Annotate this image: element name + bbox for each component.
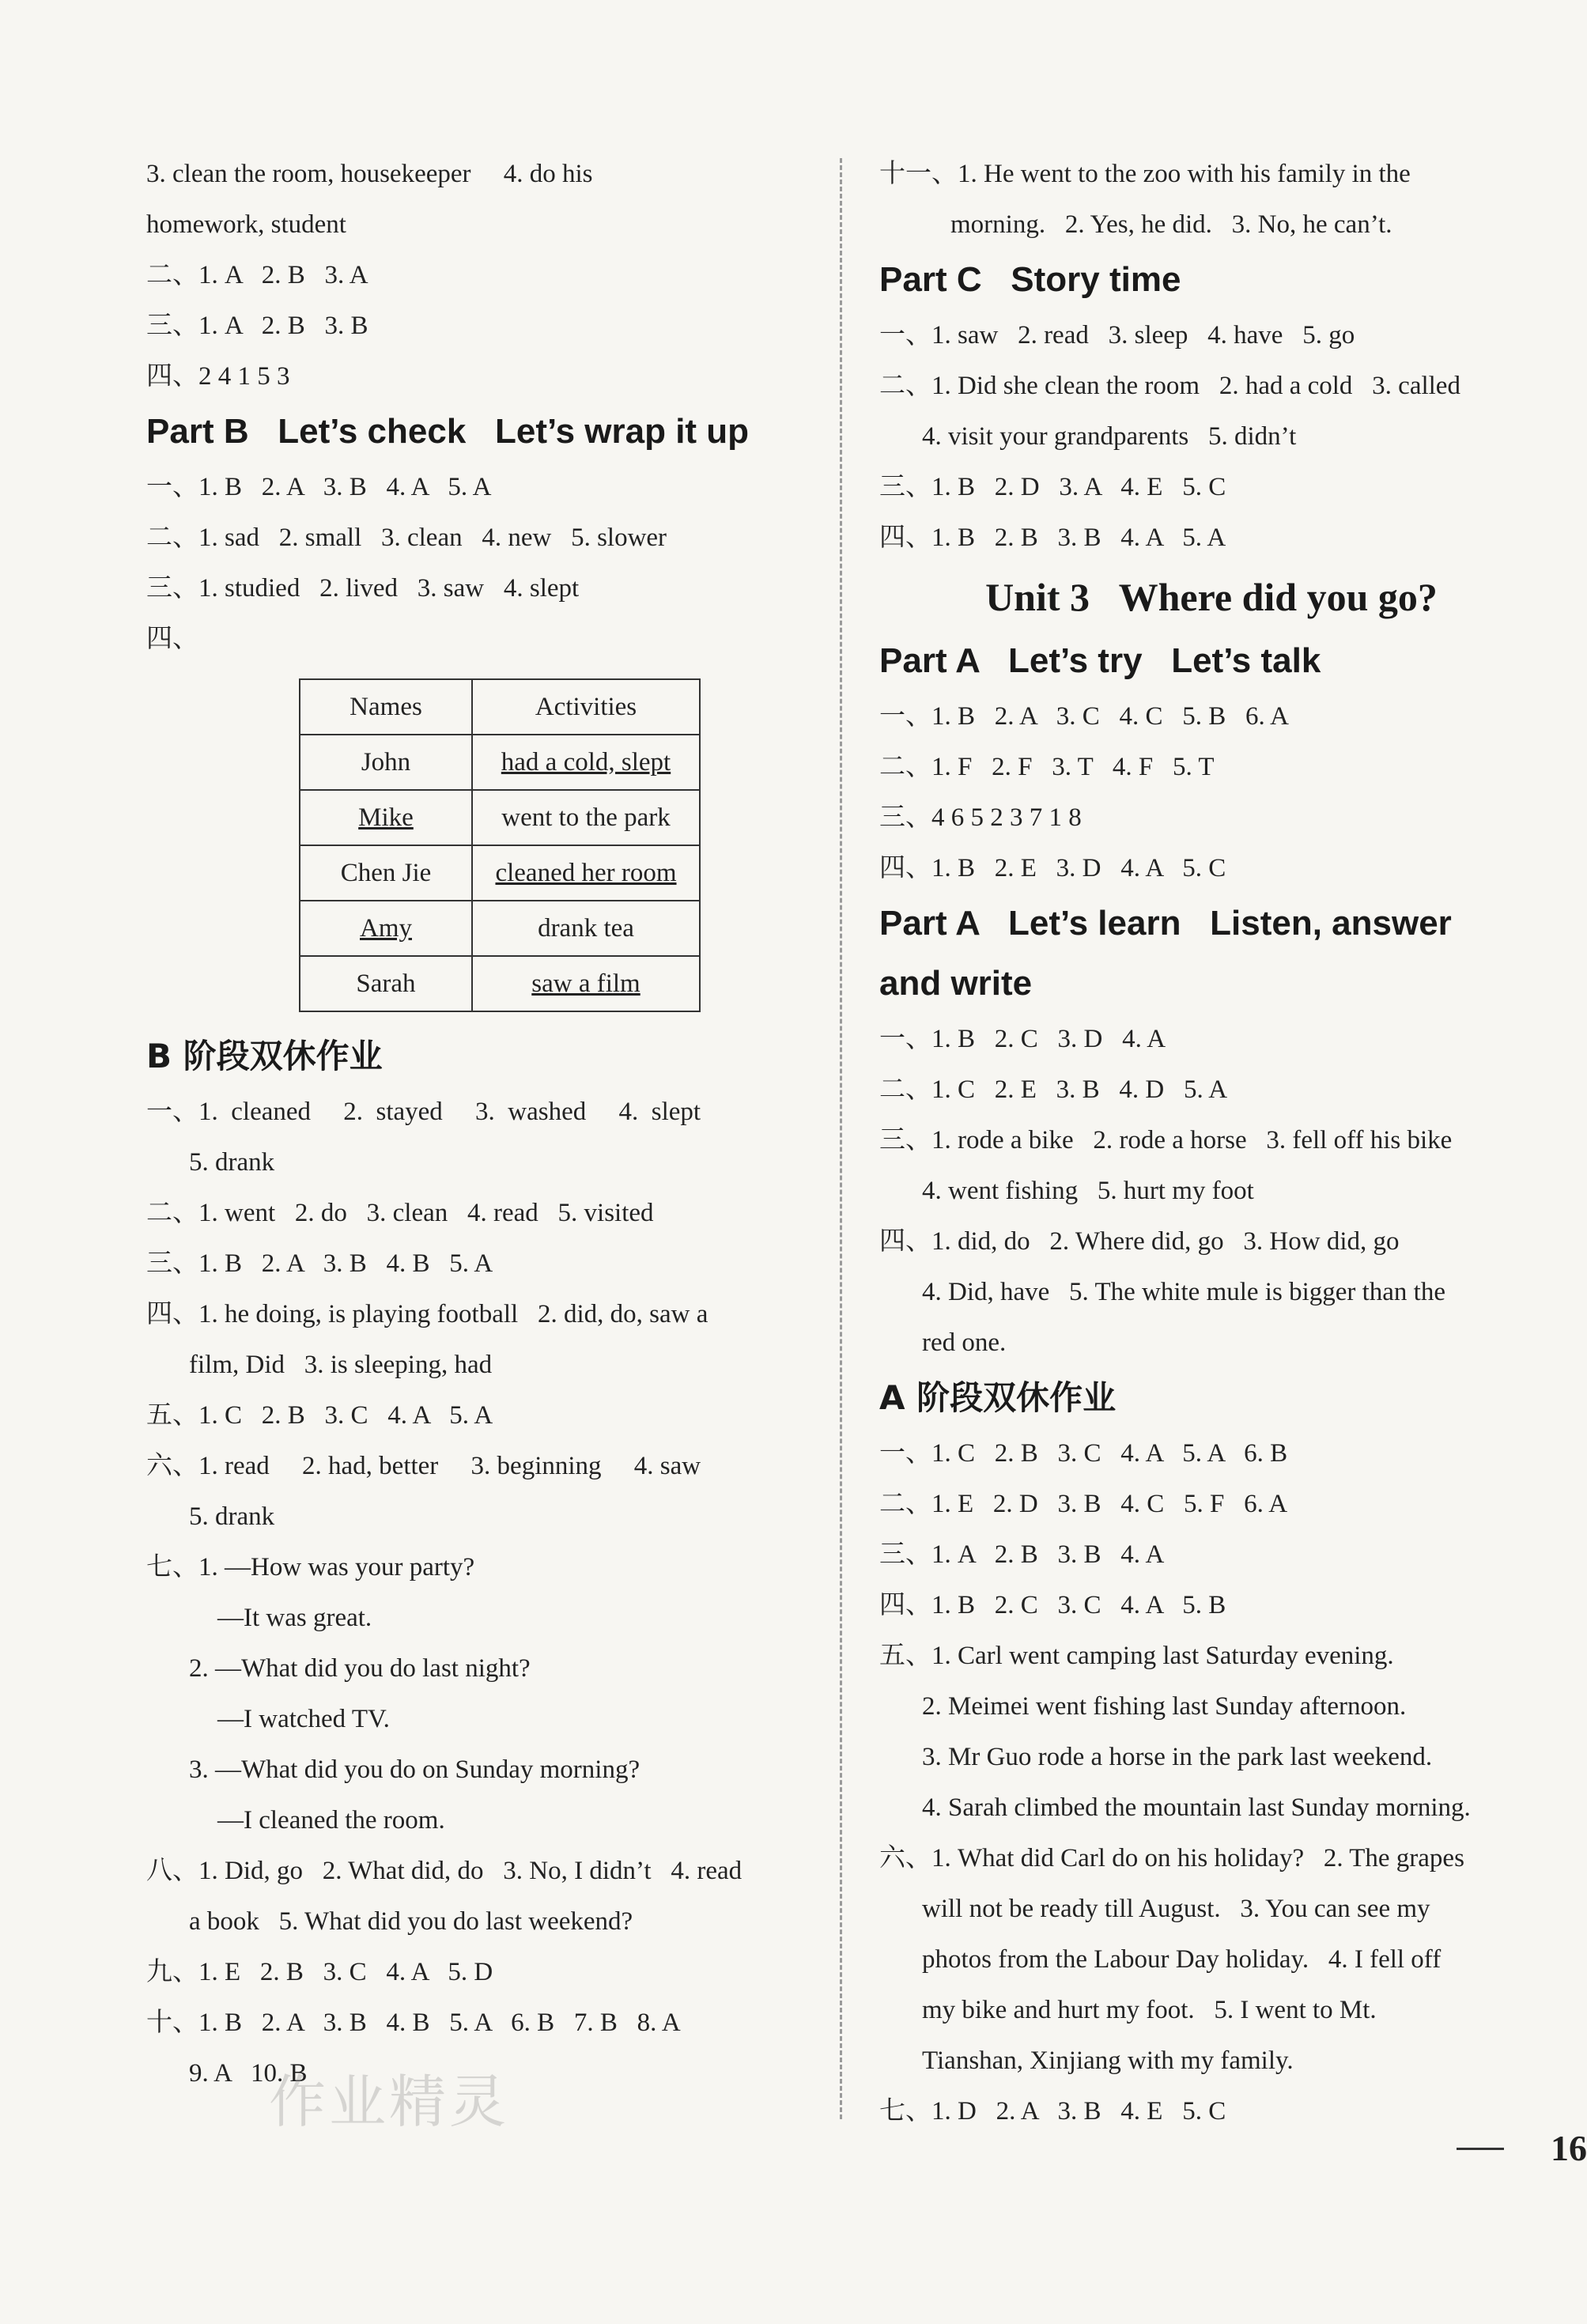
section-header-part-b: Part B Let’s check Let’s wrap it up (146, 412, 750, 451)
activity-table (299, 678, 701, 1012)
table-row (300, 901, 700, 956)
answer-line: 三、1. A 2. B 3. B 4. A (879, 1540, 1165, 1569)
table-row (300, 956, 700, 1011)
section-header-part-a-learn: Part A Let’s learn Listen, answer (879, 904, 1452, 943)
table-cell-activity: drank tea (472, 901, 700, 956)
answer-line: Tianshan, Xinjiang with my family. (922, 2046, 1294, 2075)
table-cell-name: John (300, 735, 472, 790)
answer-line: 四、1. B 2. C 3. C 4. A 5. B (879, 1591, 1226, 1619)
table-cell-activity: had a cold, slept (472, 735, 700, 790)
answer-line: 5. drank (189, 1502, 275, 1531)
answer-line: 四、 (146, 625, 198, 653)
answer-line: 9. A 10. B (189, 2059, 308, 2088)
answer-line: 一、1. C 2. B 3. C 4. A 5. A 6. B (879, 1439, 1288, 1468)
answer-line: 五、1. C 2. B 3. C 4. A 5. A (146, 1401, 493, 1430)
answer-line: 四、2 4 1 5 3 (146, 362, 290, 391)
answer-line: my bike and hurt my foot. 5. I went to Mt. (922, 1996, 1377, 2024)
answer-line: 七、1. D 2. A 3. B 4. E 5. C (879, 2097, 1226, 2126)
answer-line: 一、1. B 2. A 3. B 4. A 5. A (146, 473, 492, 501)
answer-line: 二、1. Did she clean the room 2. had a cold 3. called (879, 372, 1460, 400)
answer-line: 三、1. A 2. B 3. B (146, 312, 368, 340)
answer-line: 3. —What did you do on Sunday morning? (189, 1755, 640, 1784)
answer-line: 二、1. A 2. B 3. A (146, 261, 368, 289)
answer-line: 十一、1. He went to the zoo with his family in the (879, 160, 1411, 188)
answer-line: 四、1. B 2. E 3. D 4. A 5. C (879, 854, 1226, 882)
answer-line: 一、1. B 2. A 3. C 4. C 5. B 6. A (879, 702, 1289, 731)
answer-line: 3. Mr Guo rode a horse in the park last weekend. (922, 1743, 1433, 1771)
table-row (300, 790, 700, 845)
left-column (146, 149, 811, 2099)
answer-line: 4. visit your grandparents 5. didn’t (922, 422, 1297, 451)
answer-line: 三、1. B 2. A 3. B 4. B 5. A (146, 1249, 493, 1278)
answer-line: 一、1. saw 2. read 3. sleep 4. have 5. go (879, 321, 1355, 350)
table-header-activities: Activities (472, 679, 700, 735)
answer-line: 十、1. B 2. A 3. B 4. B 5. A 6. B 7. B 8. A (146, 2008, 681, 2037)
answer-line: 八、1. Did, go 2. What did, do 3. No, I didn’t 4. read (146, 1857, 742, 1885)
answer-line: 四、1. did, do 2. Where did, go 3. How did, go (879, 1227, 1400, 1256)
answer-line: 二、1. C 2. E 3. B 4. D 5. A (879, 1075, 1228, 1104)
table-cell-activity: saw a film (472, 956, 700, 1011)
answer-line: 七、1. —How was your party? (146, 1553, 475, 1581)
answer-line: homework, student (146, 210, 346, 239)
table-cell-activity: cleaned her room (472, 845, 700, 901)
answer-line: will not be ready till August. 3. You can see my (922, 1895, 1430, 1923)
answer-line: 4. Sarah climbed the mountain last Sunday morning. (922, 1793, 1471, 1822)
answer-line: 二、1. E 2. D 3. B 4. C 5. F 6. A (879, 1490, 1288, 1518)
answer-line: 三、1. rode a bike 2. rode a horse 3. fell off his bike (879, 1126, 1453, 1154)
table-row (300, 735, 700, 790)
answer-line: 2. —What did you do last night? (189, 1654, 531, 1683)
answer-line: 4. went fishing 5. hurt my foot (922, 1177, 1254, 1205)
answer-line: film, Did 3. is sleeping, had (189, 1351, 493, 1379)
table-row (300, 845, 700, 901)
section-header-homework-a: A 阶段双休作业 (879, 1378, 1117, 1417)
answer-line: 三、1. B 2. D 3. A 4. E 5. C (879, 473, 1226, 501)
answer-line: 六、1. read 2. had, better 3. beginning 4. saw (146, 1452, 701, 1480)
table-cell-name: Sarah (300, 956, 472, 1011)
section-header-part-a-learn-cont: and write (879, 964, 1033, 1003)
table-header-names: Names (300, 679, 472, 735)
table-header-row (300, 679, 700, 735)
answer-line: 3. clean the room, housekeeper 4. do his (146, 160, 593, 188)
answer-line: 三、4 6 5 2 3 7 1 8 (879, 803, 1082, 832)
section-header-homework-b: B 阶段双休作业 (146, 1037, 383, 1075)
unit-title: Unit 3 Where did you go? (985, 575, 1438, 619)
answer-line: morning. 2. Yes, he did. 3. No, he can’t. (950, 210, 1392, 239)
page-number-dash (1457, 2148, 1504, 2150)
table-cell-activity: went to the park (472, 790, 700, 845)
table-cell-name: Amy (300, 901, 472, 956)
answer-line: 二、1. F 2. F 3. T 4. F 5. T (879, 753, 1215, 781)
answer-line: 一、1. cleaned 2. stayed 3. washed 4. slept (146, 1098, 701, 1126)
table-cell-name: Mike (300, 790, 472, 845)
answer-line: 六、1. What did Carl do on his holiday? 2. The grapes (879, 1844, 1464, 1872)
right-column (879, 149, 1544, 2137)
answer-line: 一、1. B 2. C 3. D 4. A (879, 1025, 1166, 1053)
answer-line: 九、1. E 2. B 3. C 4. A 5. D (146, 1958, 493, 1986)
answer-line: 二、1. went 2. do 3. clean 4. read 5. visited (146, 1199, 654, 1227)
table-cell-name: Chen Jie (300, 845, 472, 901)
answer-line: —I watched TV. (217, 1705, 390, 1733)
page-number: 16 (1551, 2128, 1587, 2168)
answer-line: red one. (922, 1328, 1007, 1357)
answer-line: 五、1. Carl went camping last Saturday evening. (879, 1642, 1394, 1670)
section-header-part-c: Part C Story time (879, 260, 1181, 299)
answer-line: 四、1. B 2. B 3. B 4. A 5. A (879, 523, 1226, 552)
answer-line: 四、1. he doing, is playing football 2. did, do, saw a (146, 1300, 708, 1328)
answer-line: photos from the Labour Day holiday. 4. I fell off (922, 1945, 1442, 1974)
answer-line: 4. Did, have 5. The white mule is bigger than the (922, 1278, 1445, 1306)
answer-line: 二、1. sad 2. small 3. clean 4. new 5. slower (146, 523, 667, 552)
answer-line: 5. drank (189, 1148, 275, 1177)
answer-line: —It was great. (217, 1604, 372, 1632)
answer-line: —I cleaned the room. (217, 1806, 445, 1835)
answer-line: 2. Meimei went fishing last Sunday afternoon. (922, 1692, 1407, 1721)
column-divider (840, 158, 842, 2119)
watermark-logo: 作业精灵 (269, 2069, 510, 2135)
section-header-part-a-talk: Part A Let’s try Let’s talk (879, 641, 1321, 680)
answer-line: 三、1. studied 2. lived 3. saw 4. slept (146, 574, 580, 603)
answer-line: a book 5. What did you do last weekend? (189, 1907, 633, 1936)
